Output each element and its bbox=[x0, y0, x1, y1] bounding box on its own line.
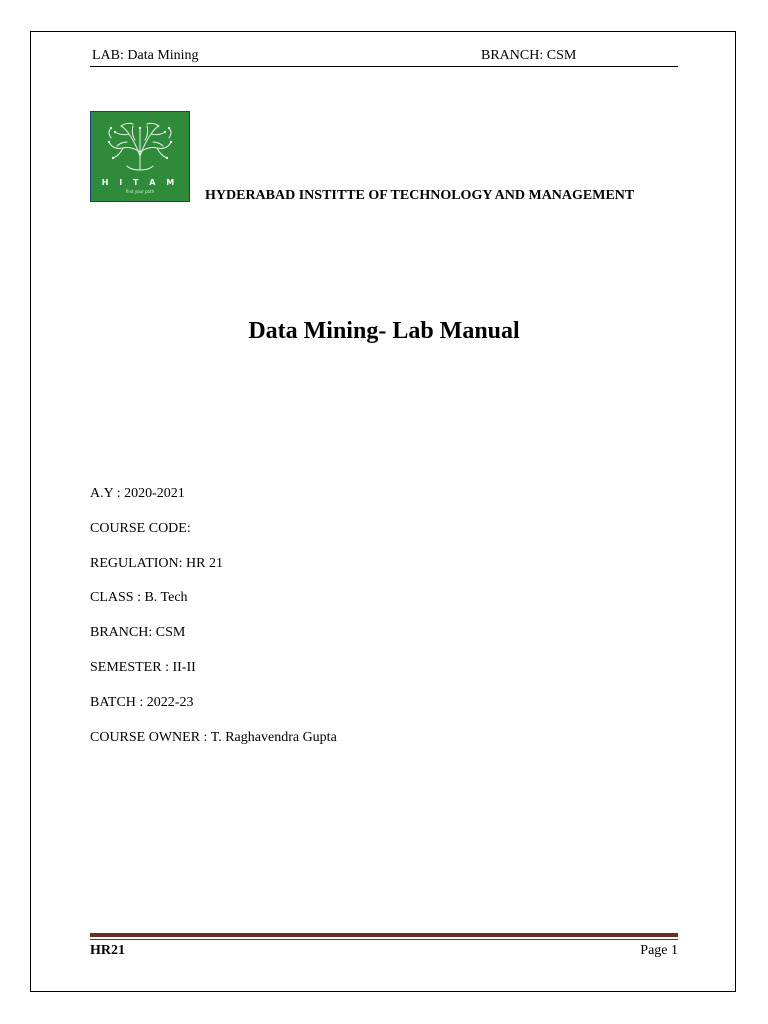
course-info-list bbox=[90, 485, 337, 763]
tree-brain-icon bbox=[91, 112, 189, 174]
info-semester: SEMESTER : II-II bbox=[90, 659, 196, 675]
footer-regulation: HR21 bbox=[90, 943, 125, 958]
page-header bbox=[90, 46, 678, 67]
header-lab-name: LAB: Data Mining bbox=[92, 48, 199, 63]
logo-tagline: find your path bbox=[125, 189, 155, 194]
info-academic-year: A.Y : 2020-2021 bbox=[90, 486, 185, 501]
info-regulation: REGULATION: HR 21 bbox=[90, 555, 223, 571]
info-batch: BATCH : 2022-23 bbox=[90, 694, 194, 710]
logo-wordmark: H I T A M bbox=[101, 178, 179, 187]
institute-name: HYDERABAD INSTITTE OF TECHNOLOGY AND MANAGEMENT bbox=[205, 188, 635, 203]
info-course-owner: COURSE OWNER : T. Raghavendra Gupta bbox=[90, 729, 337, 745]
document-title: Data Mining- Lab Manual bbox=[248, 318, 520, 344]
header-branch: BRANCH: CSM bbox=[481, 48, 577, 63]
page-number: Page 1 bbox=[640, 943, 678, 958]
footer-rule-thin bbox=[90, 939, 678, 940]
info-branch: BRANCH: CSM bbox=[90, 625, 186, 641]
info-course-code: COURSE CODE: bbox=[90, 520, 191, 536]
info-class: CLASS : B. Tech bbox=[90, 590, 188, 606]
footer-rule-thick bbox=[90, 933, 678, 937]
hitam-logo bbox=[90, 111, 190, 202]
